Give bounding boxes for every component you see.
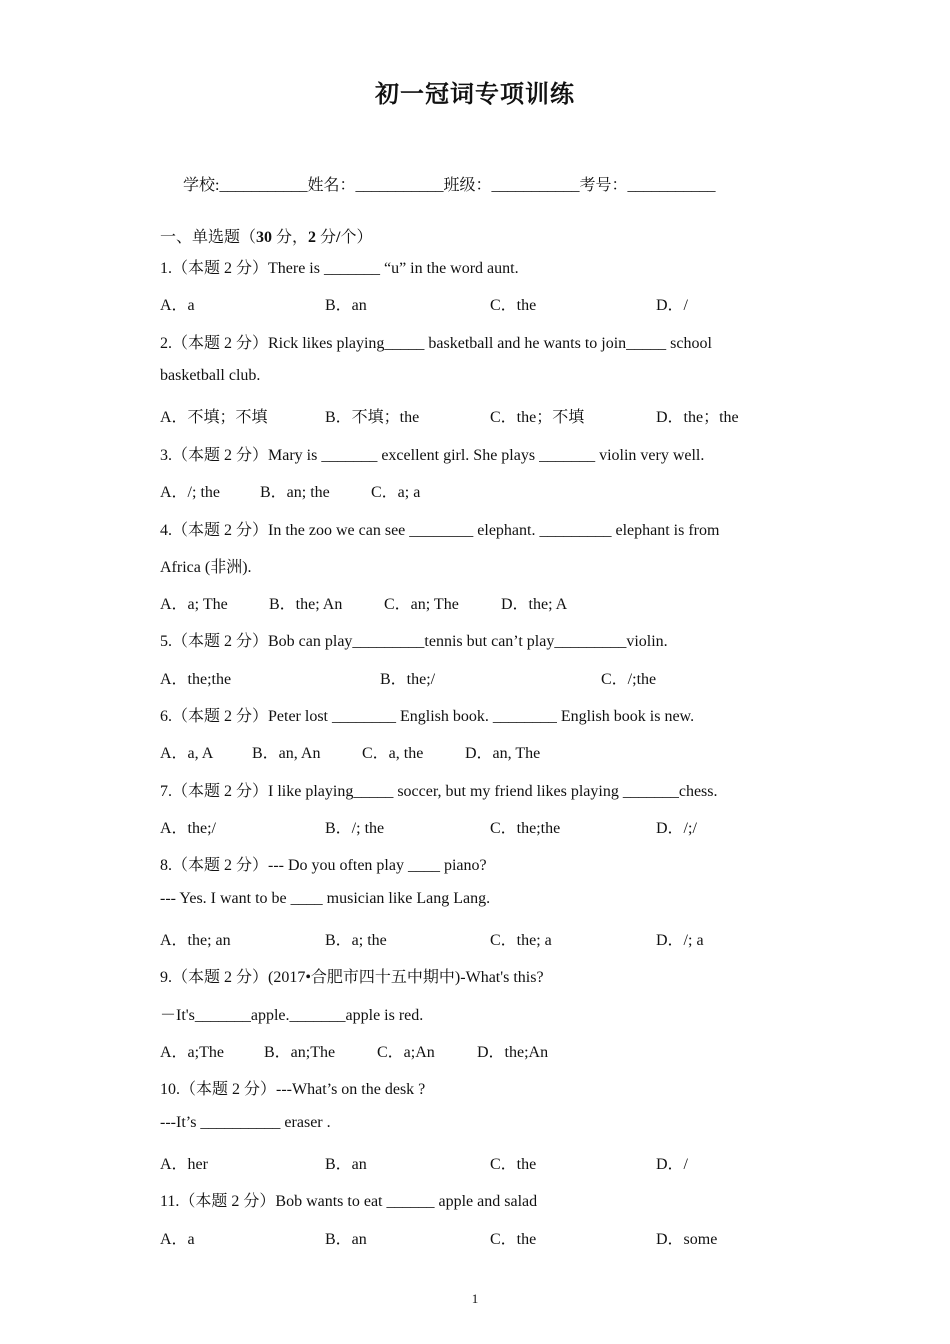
option-a: A．the;/ — [160, 820, 216, 837]
option-c: C．/;the — [601, 671, 657, 688]
question-7-stem: 7.（本题 2 分）I like playing_____ soccer, but my friend likes playing _______chess. — [160, 783, 718, 800]
option-d: D．an, The — [465, 745, 541, 762]
question-9-stem: 9.（本题 2 分）(2017•合肥市四十五中期中)-What's this? — [160, 969, 544, 986]
option-a: A．a — [160, 1231, 195, 1248]
option-d: D．the; A — [501, 596, 568, 613]
question-9-stem-cont: －It's_______apple._______apple is red. — [160, 1007, 424, 1024]
question-4-stem: 4.（本题 2 分）In the zoo we can see ________ elephant. _________ elephant is from — [160, 522, 720, 539]
option-b: B．an; the — [260, 484, 330, 501]
option-b: B．an — [325, 1156, 367, 1173]
question-11-stem: 11.（本题 2 分）Bob wants to eat ______ apple and salad — [160, 1193, 538, 1210]
option-a: A．the; an — [160, 932, 231, 949]
option-b: B．an — [325, 297, 367, 314]
question-5-stem: 5.（本题 2 分）Bob can play_________tennis but can’t play_________violin. — [160, 633, 668, 650]
student-info-line: 学校:___________姓名：___________班级：___________考号：___________ — [183, 177, 716, 194]
option-b: B．the;/ — [380, 671, 436, 688]
option-a: A．/; the — [160, 484, 220, 501]
option-c: C．the;the — [490, 820, 561, 837]
option-c: C．the — [490, 1156, 537, 1173]
option-c: C．an; The — [384, 596, 459, 613]
question-10-stem-cont: ---It’s __________ eraser . — [160, 1114, 331, 1131]
option-d: D．some — [656, 1231, 718, 1248]
option-b: B．不填；the — [325, 409, 420, 426]
option-b: B．an, An — [252, 745, 321, 762]
option-c: C．a, the — [362, 745, 424, 762]
question-8-stem: 8.（本题 2 分）--- Do you often play ____ piano? — [160, 857, 487, 874]
question-6-stem: 6.（本题 2 分）Peter lost ________ English book. ________ English book is new. — [160, 708, 695, 725]
option-a: A．the;the — [160, 671, 232, 688]
option-a: A．a, A — [160, 745, 214, 762]
option-a: A．a — [160, 297, 195, 314]
option-b: B．an — [325, 1231, 367, 1248]
option-d: D．/;/ — [656, 820, 697, 837]
option-d: D．/ — [656, 297, 689, 314]
question-2-stem: 2.（本题 2 分）Rick likes playing_____ basketball and he wants to join_____ school — [160, 335, 712, 352]
option-c: C．the — [490, 297, 537, 314]
option-d: D．/; a — [656, 932, 704, 949]
option-d: D．/ — [656, 1156, 689, 1173]
option-b: B．an;The — [264, 1044, 336, 1061]
question-4-stem-cont: Africa (非洲). — [160, 559, 252, 576]
question-2-stem-cont: basketball club. — [160, 367, 261, 384]
option-a: A．a;The — [160, 1044, 224, 1061]
option-b: B．a; the — [325, 932, 387, 949]
document-title: 初一冠词专项训练 — [375, 82, 575, 108]
page-number: 1 — [471, 1291, 479, 1306]
option-d: D．the；the — [656, 409, 739, 426]
section-heading: 一、单选题（30 分，2 分/个） — [160, 229, 373, 246]
question-8-stem-cont: --- Yes. I want to be ____ musician like Lang Lang. — [160, 890, 491, 907]
option-b: B．/; the — [325, 820, 385, 837]
option-a: A．不填；不填 — [160, 409, 268, 426]
option-a: A．a; The — [160, 596, 228, 613]
question-1-stem: 1.（本题 2 分）There is _______ “u” in the word aunt. — [160, 260, 519, 277]
option-c: C．a; a — [371, 484, 421, 501]
option-b: B．the; An — [269, 596, 343, 613]
question-10-stem: 10.（本题 2 分）---What’s on the desk ? — [160, 1081, 426, 1098]
question-3-stem: 3.（本题 2 分）Mary is _______ excellent girl. She plays _______ violin very well. — [160, 447, 705, 464]
option-c: C．the; a — [490, 932, 552, 949]
option-c: C．the；不填 — [490, 409, 585, 426]
option-d: D．the;An — [477, 1044, 549, 1061]
option-a: A．her — [160, 1156, 208, 1173]
option-c: C．a;An — [377, 1044, 435, 1061]
option-c: C．the — [490, 1231, 537, 1248]
